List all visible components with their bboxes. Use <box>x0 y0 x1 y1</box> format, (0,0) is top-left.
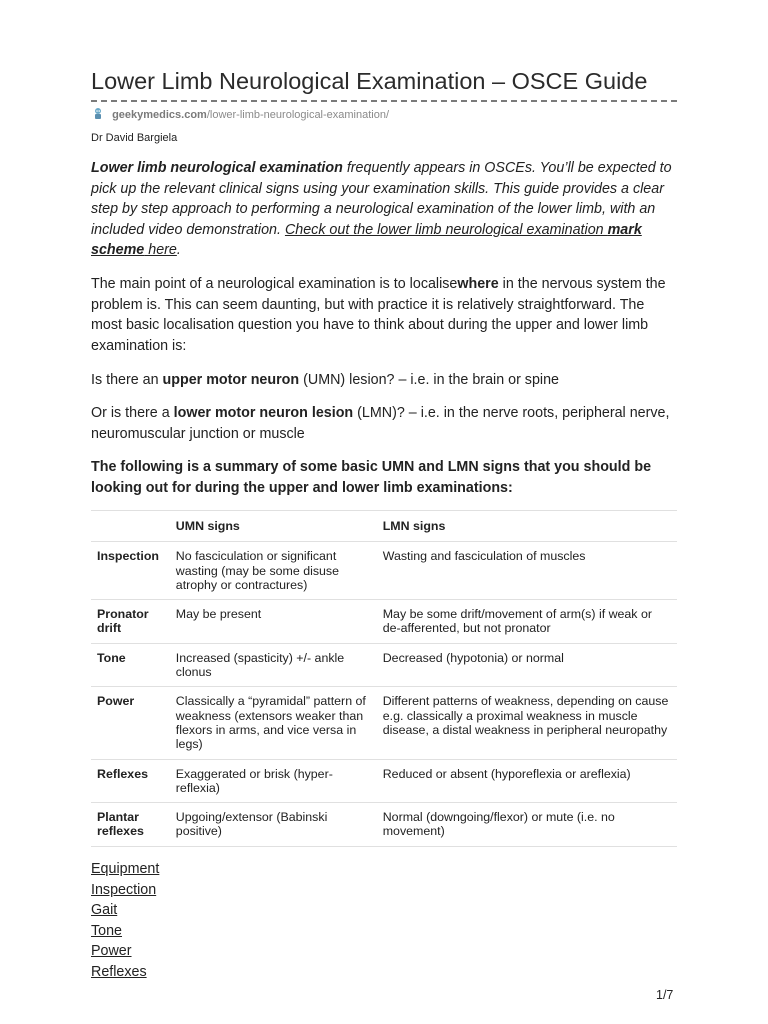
table-row <box>91 600 677 644</box>
table-row <box>91 542 677 600</box>
intro-end: . <box>176 242 181 259</box>
title-divider <box>91 100 677 102</box>
table-cell: May be some drift/movement of arm(s) if weak or de-afferented, but not pronator <box>377 600 677 644</box>
table-row-header: Power <box>91 687 170 759</box>
table-header-cell: UMN signs <box>170 511 377 542</box>
geeky-medics-logo-icon <box>91 107 105 121</box>
table-row-header: Reflexes <box>91 759 170 803</box>
localisation-post: in the nervous system the problem is. This can seem daunting, but with practice it is relatively straightforward. The most basic localisation question you have to think about during the upper and lower limb examination is: <box>91 276 666 354</box>
table-row-header: Tone <box>91 643 170 687</box>
toc-link-power[interactable]: Power <box>91 943 132 960</box>
table-row <box>91 687 677 759</box>
umn-pre: Is there an <box>91 372 163 388</box>
localisation-paragraph <box>91 274 677 356</box>
localisation-bold: where <box>457 276 499 292</box>
toc-item <box>91 941 159 962</box>
toc-item <box>91 880 159 901</box>
author-name: Dr David Bargiela <box>91 132 178 144</box>
intro-paragraph <box>91 158 677 261</box>
table-cell: Wasting and fasciculation of muscles <box>377 542 677 600</box>
mark-scheme-link-post: here <box>144 242 177 259</box>
mark-scheme-link-pre: Check out the lower limb neurological examination <box>284 221 608 238</box>
toc-link-tone[interactable]: Tone <box>91 922 123 939</box>
table-header-cell <box>91 511 170 542</box>
source-path: /lower-limb-neurological-examination/ <box>206 109 390 121</box>
table-cell: Reduced or absent (hyporeflexia or areflexia) <box>377 759 677 803</box>
intro-text: frequently appears in OSCEs. You’ll be expected to pick up the relevant clinical signs using your examination skills. This guide provides a clear step by step approach to performing a neurological examination of the lower limb, with an included video demonstration. <box>91 160 672 238</box>
umn-post: (UMN) lesion? – i.e. in the brain or spine <box>299 372 559 388</box>
table-row-header: Pronator drift <box>91 600 170 644</box>
table-header-row <box>91 511 677 542</box>
table-row <box>91 643 677 687</box>
table-of-contents <box>91 859 159 983</box>
source-domain-link[interactable]: geekymedics.com <box>112 109 207 121</box>
lmn-pre: Or is there a <box>91 405 174 421</box>
table-header-cell: LMN signs <box>377 511 677 542</box>
summary-heading: The following is a summary of some basic UMN and LMN signs that you should be looking out for during the upper and lower limb examinations: <box>91 459 652 496</box>
toc-link-equipment[interactable]: Equipment <box>91 861 160 877</box>
table-row <box>91 803 677 847</box>
source-line <box>91 107 389 123</box>
toc-item <box>91 962 159 983</box>
toc-link-gait[interactable]: Gait <box>91 902 118 919</box>
localisation-pre: The main point of a neurological examination is to localise <box>91 276 458 292</box>
lmn-question <box>91 403 677 444</box>
umn-bold: upper motor neuron <box>162 372 300 388</box>
table-cell: No fasciculation or significant wasting (may be some disuse atrophy or contractures) <box>170 542 377 600</box>
intro-bold-lead: Lower limb neurological examination <box>91 160 343 176</box>
table-row <box>91 759 677 803</box>
page-title: Lower Limb Neurological Examination – OSCE Guide <box>91 68 648 94</box>
table-cell: May be present <box>170 600 377 644</box>
toc-item <box>91 900 159 921</box>
lmn-bold: lower motor neuron lesion <box>173 405 354 421</box>
table-cell: Upgoing/extensor (Babinski positive) <box>170 803 377 847</box>
toc-item <box>91 859 159 880</box>
table-cell: Increased (spasticity) +/- ankle clonus <box>170 643 377 687</box>
umn-question <box>91 370 677 391</box>
umn-lmn-signs-table <box>91 510 677 847</box>
lmn-post: (LMN)? – i.e. in the nerve roots, peripheral nerve, neuromuscular junction or muscle <box>91 405 670 442</box>
toc-link-reflexes[interactable]: Reflexes <box>91 963 147 980</box>
table-cell: Decreased (hypotonia) or normal <box>377 643 677 687</box>
toc-link-inspection[interactable]: Inspection <box>91 881 157 898</box>
mark-scheme-link-bold: mark scheme <box>91 221 642 259</box>
table-row-header: Plantar reflexes <box>91 803 170 847</box>
page-number: 1/7 <box>656 988 674 1002</box>
table-row-header: Inspection <box>91 542 170 600</box>
toc-item <box>91 921 159 942</box>
table-cell: Normal (downgoing/flexor) or mute (i.e. no movement) <box>377 803 677 847</box>
table-cell: Different patterns of weakness, depending on cause e.g. classically a proximal weakness in muscle disease, a distal weakness in peripheral neuropathy <box>377 687 677 759</box>
table-cell: Classically a “pyramidal” pattern of weakness (extensors weaker than flexors in arms, and vice versa in legs) <box>170 687 377 759</box>
table-cell: Exaggerated or brisk (hyper-reflexia) <box>170 759 377 803</box>
